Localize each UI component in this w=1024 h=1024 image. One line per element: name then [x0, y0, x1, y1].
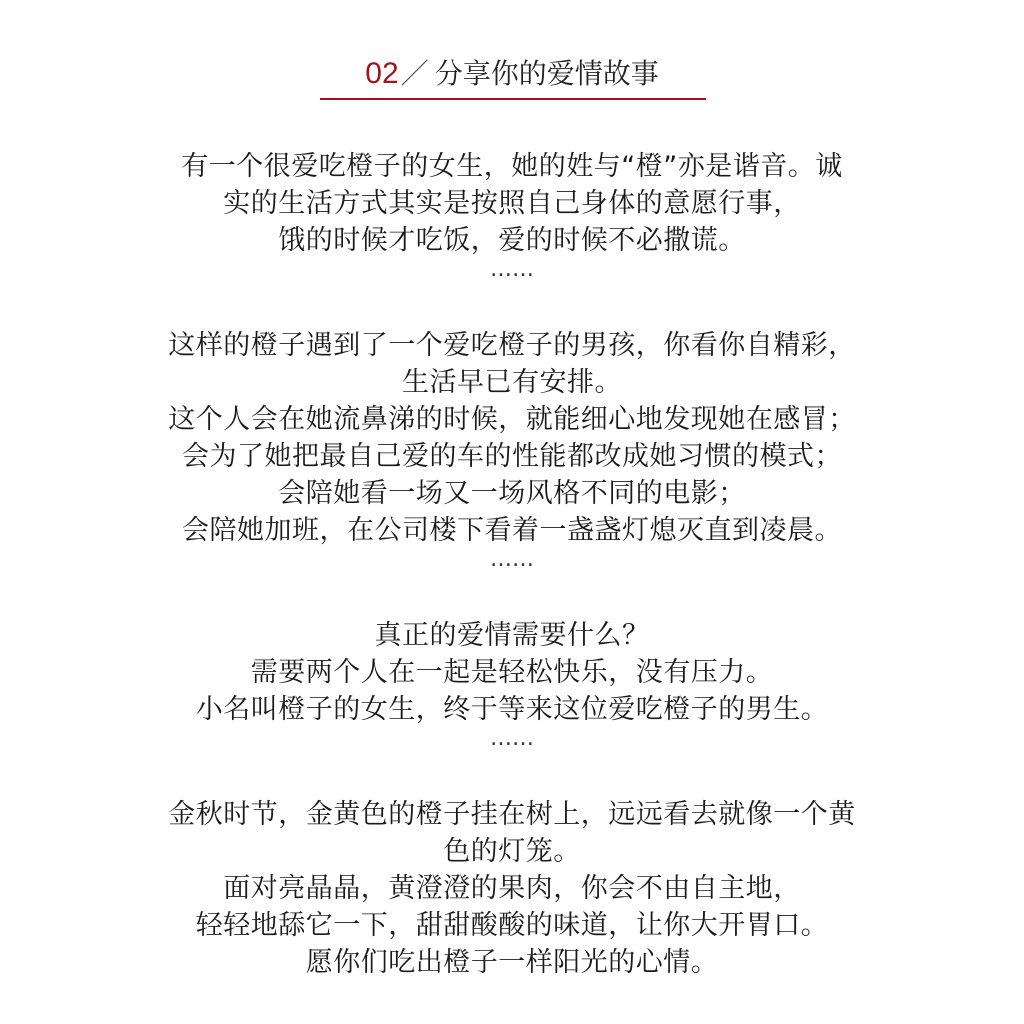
paragraph-line: 愿你们吃出橙子一样阳光的心情。 — [305, 947, 719, 978]
header-underline — [320, 98, 706, 100]
story-body — [0, 148, 1024, 981]
section-number: 02 — [365, 57, 399, 90]
paragraph-line: 金秋时节，金黄色的橙子挂在树上，远远看去就像一个黄 — [168, 799, 856, 830]
paragraph-line: 生活早已有安排。 — [402, 367, 622, 398]
paragraph-line: 这样的橙子遇到了一个爱吃橙子的男孩，你看你自精彩， — [168, 330, 856, 361]
paragraph-line: 会为了她把最自己爱的车的性能都改成她习惯的模式； — [182, 441, 842, 472]
section-slash: ／ — [400, 57, 429, 90]
paragraph-line: 色的灯笼。 — [443, 836, 581, 867]
paragraph-line: 有一个很爱吃橙子的女生，她的姓与“橙”亦是谐音。诚 — [181, 151, 843, 182]
paragraph-line: 会陪她看一场又一场风格不同的电影； — [278, 478, 746, 509]
paragraph-line: 轻轻地舔它一下，甜甜酸酸的味道，让你大开胃口。 — [195, 910, 829, 941]
paragraph-1 — [0, 148, 1024, 281]
paragraph-ellipsis: …… — [490, 726, 534, 751]
paragraph-line: 真正的爱情需要什么？ — [374, 620, 650, 651]
paragraph-3 — [0, 617, 1024, 750]
paragraph-line: 饿的时候才吃饭，爱的时候不必撒谎。 — [278, 225, 746, 256]
paragraph-line: 会陪她加班，在公司楼下看着一盏盏灯熄灭直到凌晨。 — [182, 515, 842, 546]
paragraph-line: 小名叫橙子的女生，终于等来这位爱吃橙子的男生。 — [195, 694, 829, 725]
paragraph-ellipsis: …… — [490, 257, 534, 282]
paragraph-4 — [0, 796, 1024, 981]
paragraph-line: 实的生活方式其实是按照自己身体的意愿行事， — [223, 188, 801, 219]
paragraph-line: 需要两个人在一起是轻松快乐，没有压力。 — [250, 657, 774, 688]
paragraph-line: 面对亮晶晶，黄澄澄的果肉，你会不由自主地， — [223, 873, 801, 904]
paragraph-ellipsis: …… — [490, 547, 534, 572]
paragraph-line: 这个人会在她流鼻涕的时候，就能细心地发现她在感冒； — [168, 404, 856, 435]
section-title: 分享你的爱情故事 — [434, 57, 659, 90]
paragraph-2 — [0, 327, 1024, 571]
section-header — [0, 56, 1024, 92]
